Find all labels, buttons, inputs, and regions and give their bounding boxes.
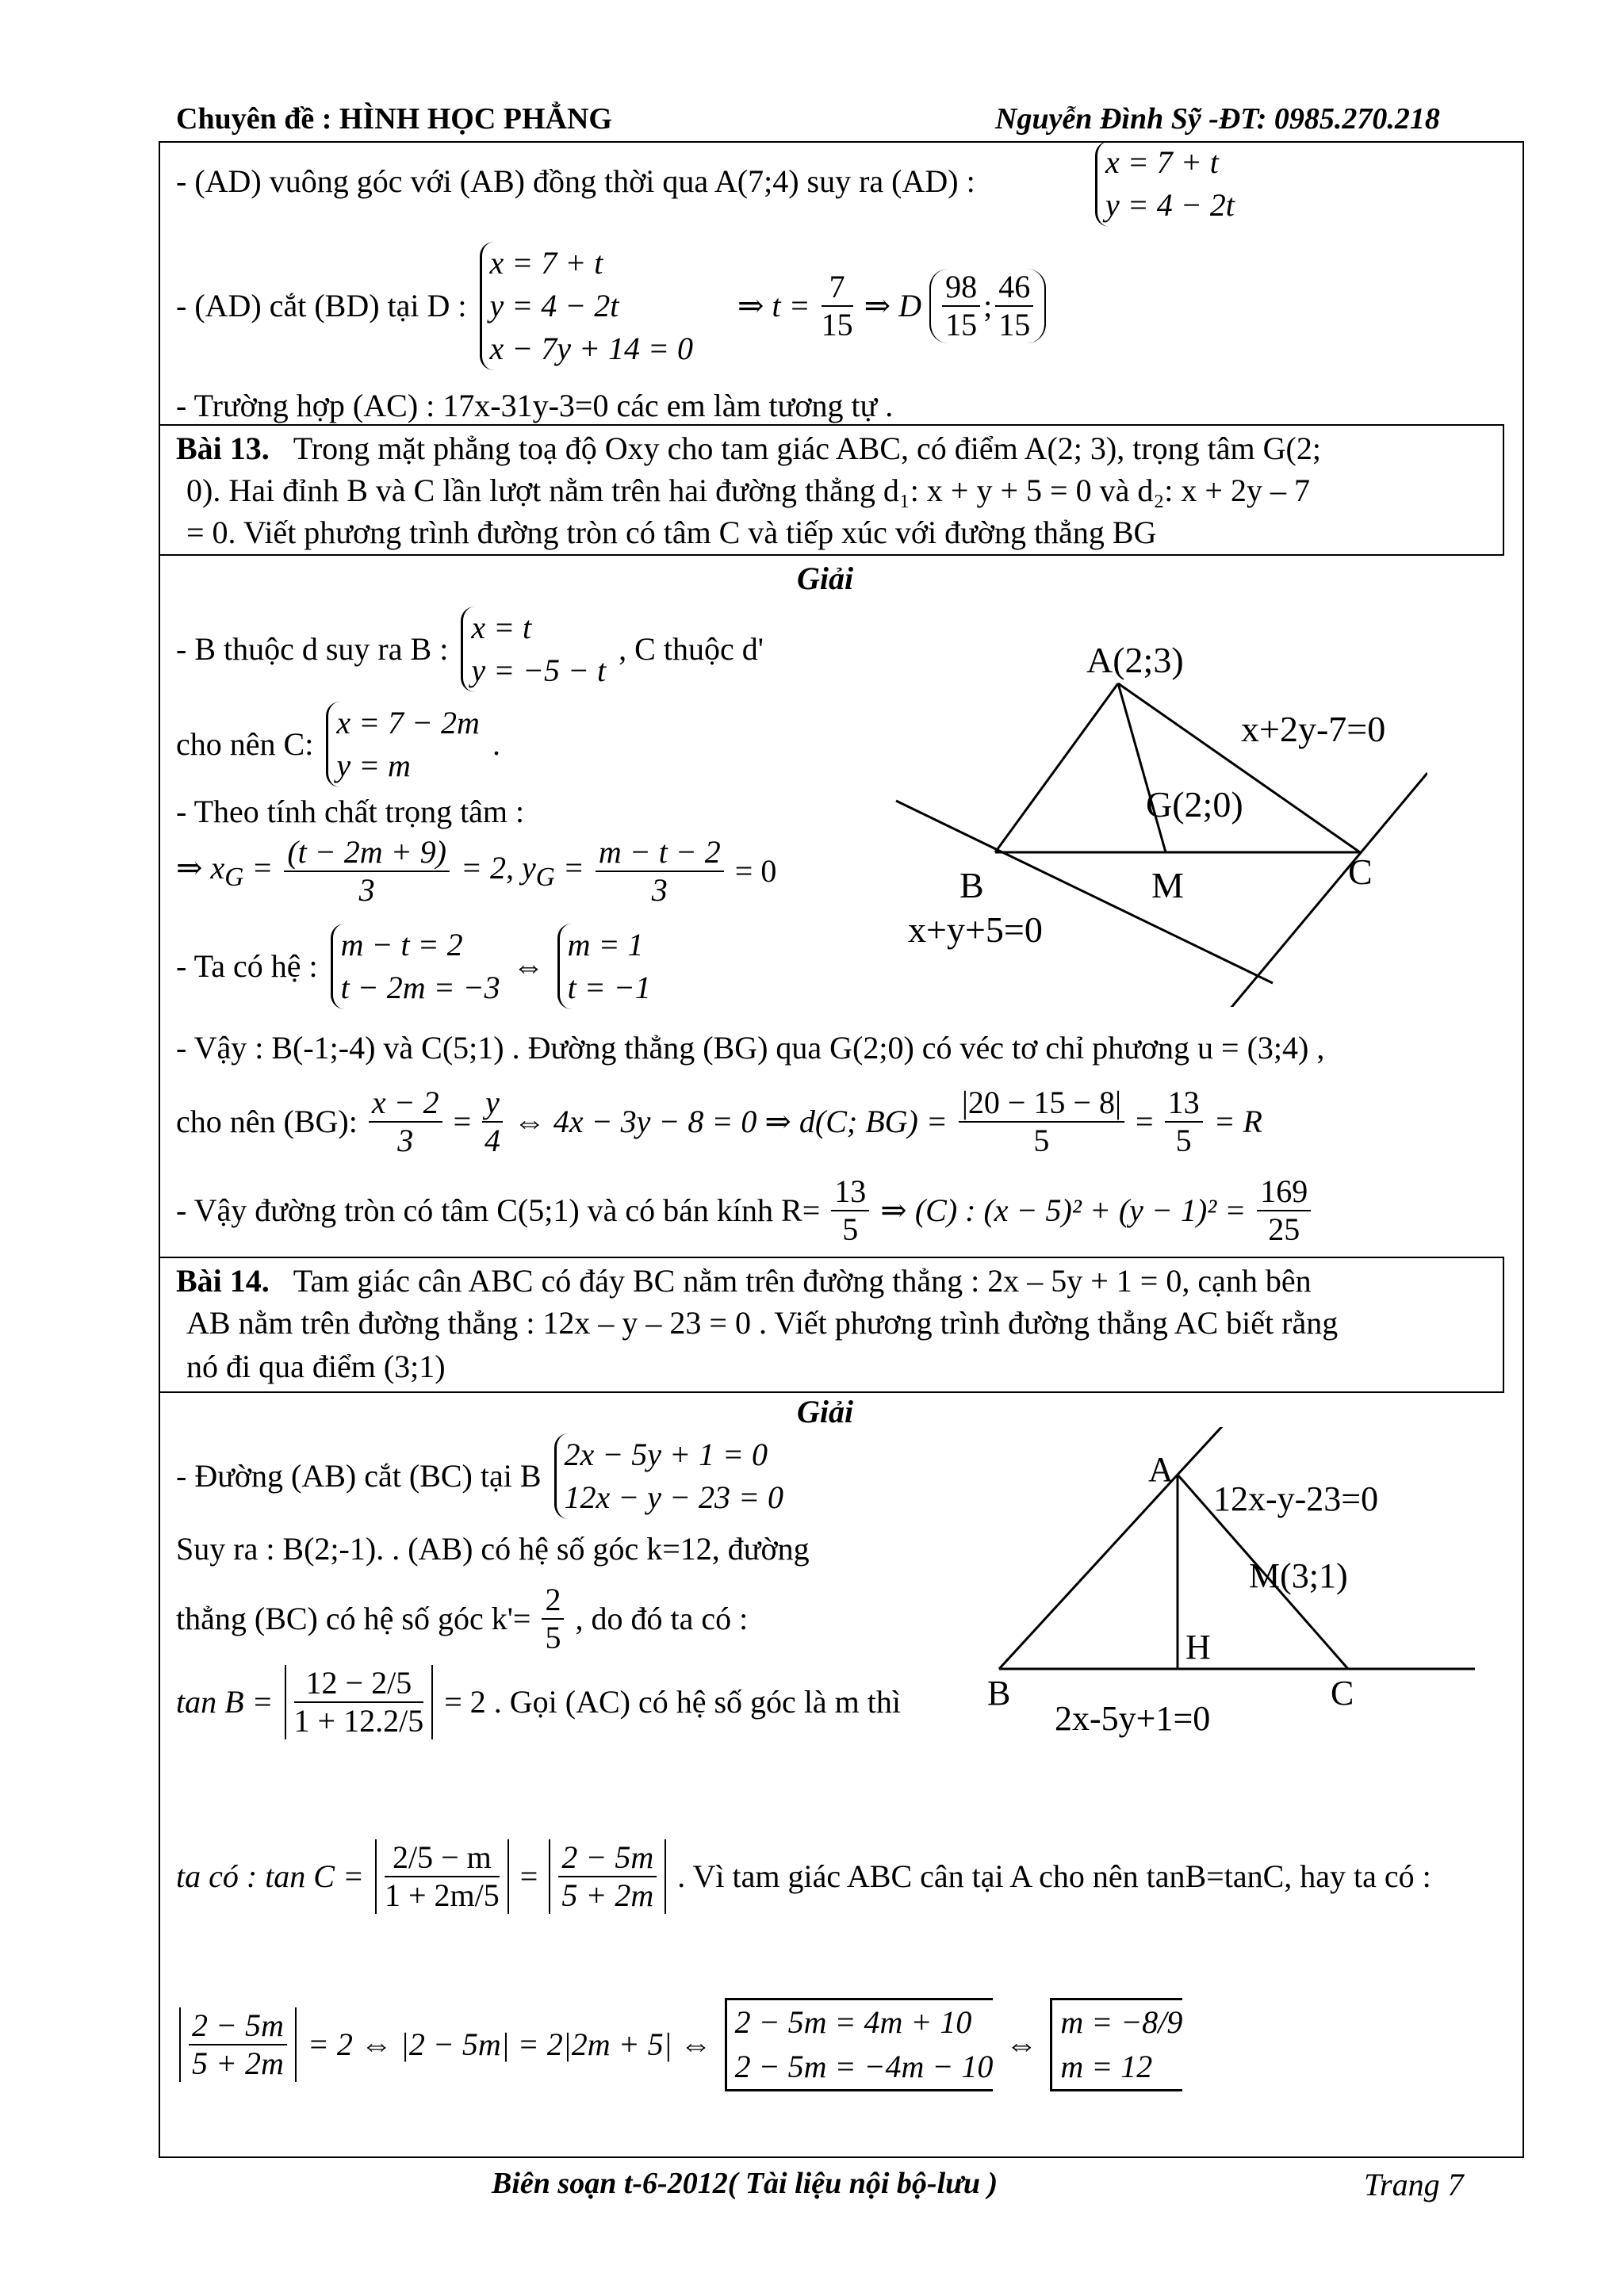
bai14-s3: thẳng (BC) có hệ số góc k'= $\frac{2}{5}$ , do đó ta có :: [176, 1582, 749, 1655]
header-right: Nguyễn Đình Sỹ -ĐT: 0985.270.218: [995, 102, 1440, 136]
bai13-s7: cho nên (BG): $\frac{x - 2}{3}$ = $\frac{y}{4}$ ⇔ 4x − 3y − 8 = 0 ⇒ d(C; BG) = $\frac{|20 - 15 - 8|}{5}$ = $\frac{13}{5}$ = R: [176, 1085, 1262, 1158]
bai14-line3: nó đi qua điểm (3;1): [186, 1349, 446, 1384]
label-bc: 2x-5y+1=0: [1055, 1699, 1211, 1738]
bai14-line2: AB nằm trên đường thẳng : 12x – y – 23 = 0 . Viết phương trình đường thẳng AC biết rằng: [186, 1305, 1339, 1341]
bai13-line3: = 0. Viết phương trình đường tròn có tâm C và tiếp xúc với đường thẳng BG: [186, 515, 1157, 550]
label-b: B: [987, 1674, 1011, 1712]
label-d2: x+2y-7=0: [1241, 709, 1386, 749]
label-b: B: [959, 865, 984, 905]
label-c: C: [1348, 851, 1373, 892]
bai13-s5: - Ta có hệ : m − t = 2 t − 2m = −3 ⇔ m = 1 t = −1: [176, 924, 656, 1009]
edge-ab: [999, 1475, 1178, 1669]
bai14-s4: tan B = $\frac{12 - 2/5}{1 + 12.2/5}$ = 2 . Gọi (AC) có hệ số góc là m thì: [176, 1665, 902, 1739]
edge-ab: [995, 683, 1118, 852]
bai14-s2: Suy ra : B(2;-1). . (AB) có hệ số góc k=12, đường: [176, 1531, 810, 1567]
bai14-line1: Bài 14. Tam giác cân ABC có đáy BC nằm trên đường thẳng : 2x – 5y + 1 = 0, cạnh bên: [176, 1263, 1312, 1299]
label-a: A: [1148, 1450, 1174, 1489]
bai13-s4: ⇒ $x_G$ = $\frac{(t - 2m + 9)}{3}$ = 2, $y_G$ = $\frac{m - t - 2}{3}$ = 0: [176, 834, 777, 908]
bai13-giai: Giải: [797, 561, 854, 596]
sec1-line2: - (AD) cắt (BD) tại D : x = 7 + t y = 4 − 2t x − 7y + 14 = 0 ⇒ t = $\frac{7}{15}$ ⇒ D $\frac{98}{15}$ ; $\frac{46}{15}$: [176, 242, 1046, 370]
bai13-s8: - Vậy đường tròn có tâm C(5;1) và có bán kính R= $\frac{13}{5}$ ⇒ (C) : (x − 5)² + (y − 1)² = $\frac{169}{25}$: [176, 1173, 1314, 1248]
footer-page-number: Trang 7: [1364, 2167, 1464, 2202]
bai14-giai: Giải: [797, 1394, 854, 1429]
label-g: G(2;0): [1146, 784, 1243, 825]
bai14-s1: - Đường (AB) cắt (BC) tại B 2x − 5y + 1 = 0 12x − y − 23 = 0: [176, 1433, 788, 1519]
sec1-point-d: $\frac{98}{15}$ ; $\frac{46}{15}$: [929, 269, 1046, 343]
label-c: C: [1331, 1674, 1354, 1712]
label-h: H: [1185, 1628, 1211, 1667]
bai13-s6: - Vậy : B(-1;-4) và C(5;1) . Đường thẳng (BG) qua G(2;0) có véc tơ chỉ phương u = (3;4) ,: [176, 1030, 1325, 1066]
line-d1: [896, 801, 1273, 983]
sec1-line2-system: x = 7 + t y = 4 − 2t x − 7y + 14 = 0: [480, 242, 693, 370]
bai13-s3: - Theo tính chất trọng tâm :: [176, 794, 525, 829]
label-d1: x+y+5=0: [908, 909, 1043, 950]
label-a: A(2;3): [1086, 640, 1184, 680]
bai14-s6: $\frac{2 - 5m}{5 + 2m}$ = 2 ⇔ |2 − 5m| = 2|2m + 5| ⇔ 2 − 5m = 4m + 10 2 − 5m = −4m − 10 ⇔ m = −8/9 m = 12: [176, 1998, 1187, 2091]
bai14-s5: ta có : tan C = $\frac{2/5 - m}{1 + 2m/5}$ = $\frac{2 - 5m}{5 + 2m}$ . Vì tam giác ABC cân tại A cho nên tanB=tanC, hay ta có :: [176, 1839, 1431, 1913]
sec1-line3: - Trường hợp (AC) : 17x-31y-3=0 các em làm tương tự .: [176, 388, 894, 423]
sec1-line1-system: x = 7 + t y = 4 − 2t: [1090, 141, 1239, 227]
label-m: M(3;1): [1249, 1556, 1348, 1595]
bai13-s2: cho nên C: x = 7 − 2m y = m .: [176, 702, 500, 787]
bai13-line2: 0). Hai đỉnh B và C lần lượt nằm trên hai đường thẳng d₁: x + y + 5 = 0 và d₂: x + 2y – 7: [186, 473, 1310, 508]
sec1-line1: - (AD) vuông góc với (AB) đồng thời qua A(7;4) suy ra (AD) :: [176, 163, 975, 199]
line-ab-extension: [1178, 1427, 1225, 1475]
header-left: Chuyên đề : HÌNH HỌC PHẲNG: [176, 102, 612, 136]
bai14-diagram: [952, 1427, 1491, 1760]
bai13-diagram: [872, 626, 1427, 1007]
bai13-s1: - B thuộc d suy ra B : x = t y = −5 − t , C thuộc d': [176, 607, 764, 692]
label-ab: 12x-y-23=0: [1213, 1479, 1379, 1518]
footer-center: Biên soạn t-6-2012( Tài liệu nội bộ-lưu ): [492, 2167, 998, 2200]
median-am: [1118, 683, 1166, 852]
label-m: M: [1151, 865, 1184, 905]
bai13-line1: Bài 13. Trong mặt phẳng toạ độ Oxy cho tam giác ABC, có điểm A(2; 3), trọng tâm G(2;: [176, 430, 1321, 466]
